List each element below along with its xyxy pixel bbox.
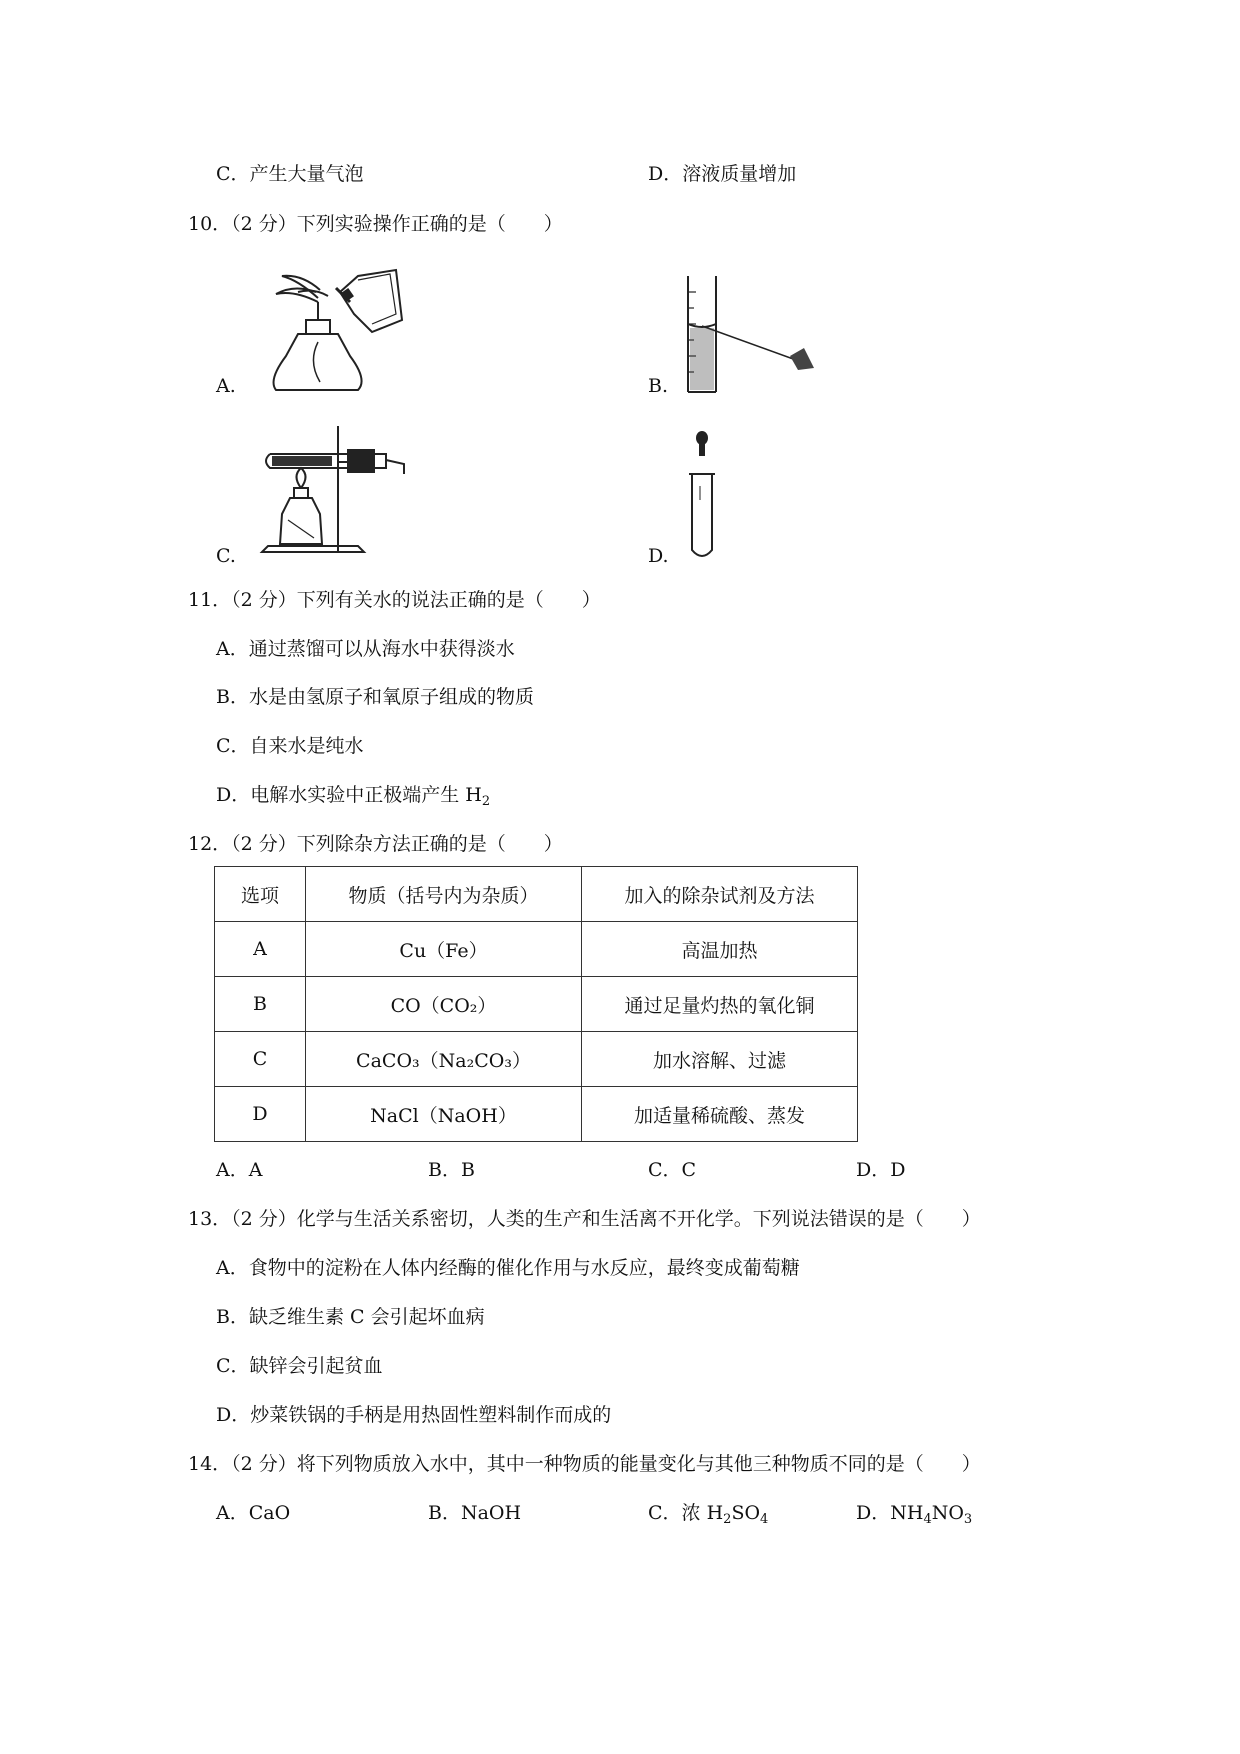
- q9-option-c: C．产生大量气泡: [216, 163, 364, 185]
- q14-option-d: [856, 1501, 972, 1525]
- q14-option-c-sub2: 4: [760, 1512, 769, 1527]
- q12-table: [214, 866, 858, 1142]
- figure-heating-test-tube: [258, 420, 408, 562]
- q14-option-a: A．CaO: [216, 1502, 291, 1524]
- q14-option-c-text: C．浓 H: [648, 1502, 724, 1524]
- table-cell-method: 高温加热: [582, 922, 858, 977]
- q14-option-c: [648, 1501, 768, 1525]
- table-cell-substance: NaCl（NaOH）: [306, 1087, 582, 1142]
- q12-answer-b: B．B: [428, 1159, 475, 1181]
- q10-label-c: C.: [216, 545, 236, 567]
- q14-option-d-text: D．NH: [856, 1502, 924, 1524]
- table-cell-option: A: [215, 922, 306, 977]
- q10-label-d: D.: [648, 545, 669, 567]
- table-cell-option: D: [215, 1087, 306, 1142]
- table-header-cell: 选项: [215, 867, 306, 922]
- q11-option-c: C．自来水是纯水: [216, 735, 364, 757]
- q11-option-d-text: D．电解水实验中正极端产生 H: [216, 784, 482, 806]
- table-cell-method: 加水溶解、过滤: [582, 1032, 858, 1087]
- q14-stem: 14．（2 分）将下列物质放入水中，其中一种物质的能量变化与其他三种物质不同的是（ ）: [188, 1453, 981, 1475]
- figure-graduated-cylinder-reading: [682, 272, 818, 396]
- q14-option-c-mid: SO: [731, 1502, 761, 1524]
- q13-option-a: A．食物中的淀粉在人体内经酶的催化作用与水反应，最终变成葡萄糖: [216, 1257, 800, 1279]
- table-row: [215, 977, 858, 1032]
- q13-option-b: B．缺乏维生素 C 会引起坏血病: [216, 1306, 485, 1328]
- q11-option-b: B．水是由氢原子和氧原子组成的物质: [216, 686, 534, 708]
- q10-label-a: A.: [216, 375, 236, 397]
- table-cell-method: 加适量稀硫酸、蒸发: [582, 1087, 858, 1142]
- table-header-cell: 加入的除杂试剂及方法: [582, 867, 858, 922]
- q10-stem: 10．（2 分）下列实验操作正确的是（ ）: [188, 213, 563, 235]
- table-cell-option: C: [215, 1032, 306, 1087]
- q12-answer-c: C．C: [648, 1159, 697, 1181]
- q14-option-d-sub2: 3: [963, 1512, 973, 1527]
- q12-answer-a: A．A: [216, 1159, 263, 1181]
- table-cell-method: 通过足量灼热的氧化铜: [582, 977, 858, 1032]
- q11-option-d: [216, 783, 490, 807]
- figure-alcohol-lamp-lighting: [258, 262, 408, 396]
- table-header-cell: 物质（括号内为杂质）: [306, 867, 582, 922]
- q12-answer-d: D．D: [856, 1159, 906, 1181]
- table-header-row: [215, 867, 858, 922]
- q11-stem: 11．（2 分）下列有关水的说法正确的是（ ）: [188, 589, 601, 611]
- q11-option-a: A．通过蒸馏可以从海水中获得淡水: [216, 638, 515, 660]
- q14-option-d-mid: NO: [931, 1502, 964, 1524]
- table-cell-option: B: [215, 977, 306, 1032]
- table-cell-substance: CO（CO₂）: [306, 977, 582, 1032]
- q14-option-c-sub1: 2: [723, 1512, 732, 1527]
- q9-option-d: D．溶液质量增加: [648, 163, 797, 185]
- table-row: [215, 922, 858, 977]
- q10-label-b: B.: [648, 375, 669, 397]
- table-row: [215, 1087, 858, 1142]
- table-cell-substance: Cu（Fe）: [306, 922, 582, 977]
- q11-option-d-subscript: 2: [481, 794, 491, 809]
- q13-option-d: D．炒菜铁锅的手柄是用热固性塑料制作而成的: [216, 1404, 612, 1426]
- table-row: [215, 1032, 858, 1087]
- q13-stem: 13．（2 分）化学与生活关系密切，人类的生产和生活离不开化学。下列说法错误的是（ ）: [188, 1208, 981, 1230]
- table-cell-substance: CaCO₃（Na₂CO₃）: [306, 1032, 582, 1087]
- q13-option-c: C．缺锌会引起贫血: [216, 1355, 383, 1377]
- q14-option-b: B．NaOH: [428, 1502, 522, 1524]
- q14-option-d-sub1: 4: [923, 1512, 932, 1527]
- figure-dropper-test-tube: [684, 430, 720, 562]
- q12-stem: 12．（2 分）下列除杂方法正确的是（ ）: [188, 833, 563, 855]
